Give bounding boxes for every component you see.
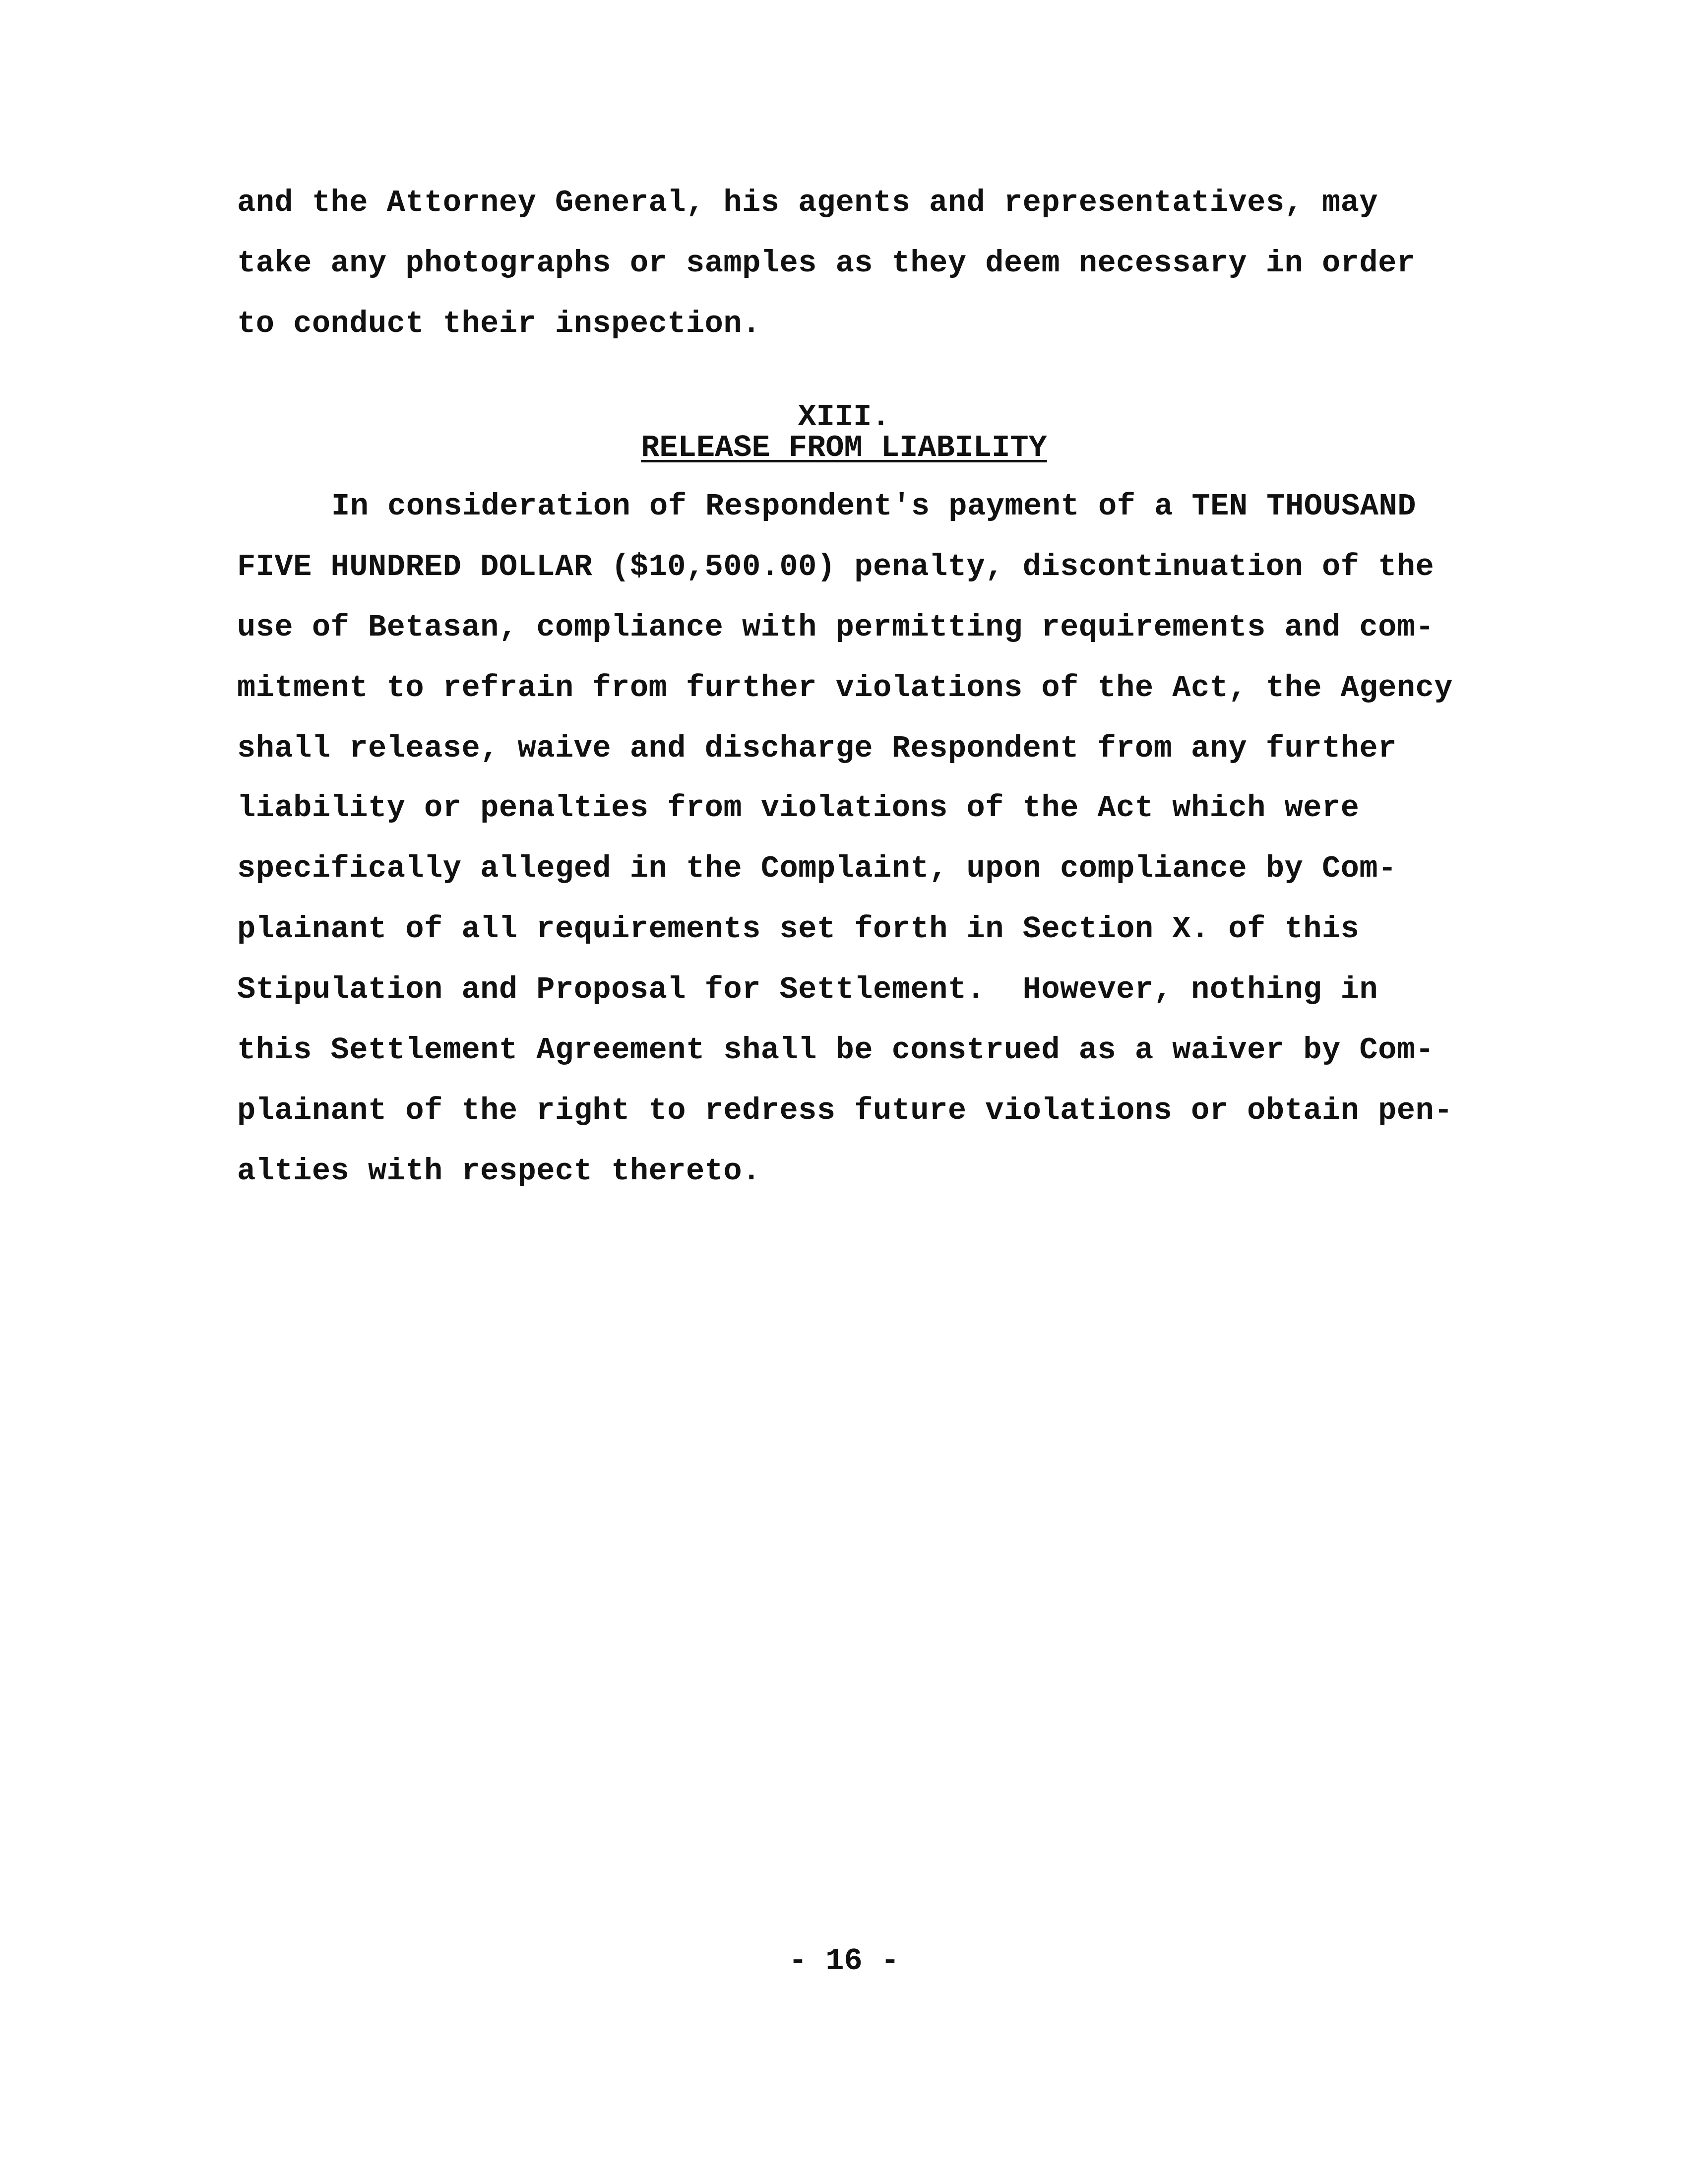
body-line: use of Betasan, compliance with permitting requirements and com- xyxy=(237,610,1435,645)
body-line: shall release, waive and discharge Respondent from any further xyxy=(237,731,1397,766)
intro-line: and the Attorney General, his agents and representatives, may xyxy=(237,185,1378,220)
intro-line: take any photographs or samples as they deem necessary in order xyxy=(237,246,1416,281)
body-line: alties with respect thereto. xyxy=(237,1154,761,1189)
body-line: plainant of all requirements set forth in Section X. of this xyxy=(237,911,1360,947)
body-line: liability or penalties from violations of the Act which were xyxy=(237,790,1360,826)
body-line: mitment to refrain from further violations of the Act, the Agency xyxy=(237,670,1453,706)
body-line: this Settlement Agreement shall be construed as a waiver by Com- xyxy=(237,1032,1435,1068)
intro-line: to conduct their inspection. xyxy=(237,306,761,341)
section-number: XIII. xyxy=(798,399,890,435)
body-line: Stipulation and Proposal for Settlement. However, nothing in xyxy=(237,972,1378,1007)
body-line: FIVE HUNDRED DOLLAR ($10,500.00) penalty, discontinuation of the xyxy=(237,549,1435,584)
section-title-text: RELEASE FROM LIABILITY xyxy=(641,430,1047,465)
body-line: plainant of the right to redress future violations or obtain pen- xyxy=(237,1093,1453,1128)
body-line: specifically alleged in the Complaint, upon compliance by Com- xyxy=(237,851,1397,886)
body-line: In consideration of Respondent's payment of a TEN THOUSAND xyxy=(331,489,1416,524)
page-number: - 16 - xyxy=(788,1943,900,1979)
section-title xyxy=(0,430,1688,465)
